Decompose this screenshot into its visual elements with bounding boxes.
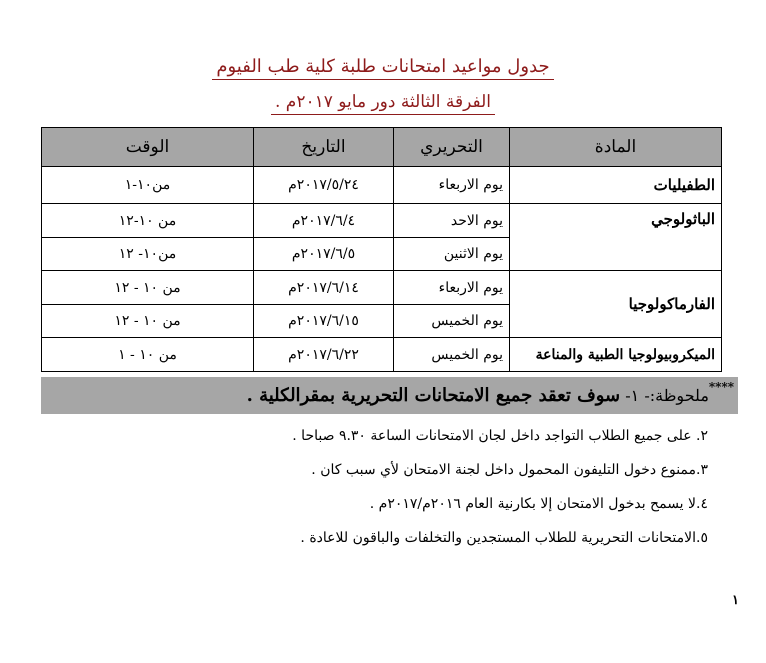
time-cell: من ١٠ - ١٢ [42, 304, 254, 338]
page-subtitle-text: الفرقة الثالثة دور مايو ٢٠١٧م . [271, 92, 495, 115]
subject-cell: الميكروبيولوجيا الطبية والمناعة [510, 338, 722, 372]
page-subtitle [0, 92, 766, 112]
table-row [42, 204, 722, 238]
table-row [42, 338, 722, 372]
time-cell: من ١٠ - ١٢ [42, 271, 254, 305]
day-cell: يوم الخميس [394, 338, 510, 372]
day-cell: يوم الاثنين [394, 237, 510, 271]
day-cell: يوم الخميس [394, 304, 510, 338]
date-cell: ٢٠١٧/٦/١٥م [254, 304, 394, 338]
table-row [42, 271, 722, 305]
time-cell: من١٠-١ [42, 167, 254, 204]
day-cell: يوم الاحد [394, 204, 510, 238]
note-item: ٥.الامتحانات التحريرية للطلاب المستجدين والتخلفات والباقون للاعادة . [300, 530, 708, 546]
column-header-date: التاريخ [254, 128, 394, 167]
date-cell: ٢٠١٧/٦/١٤م [254, 271, 394, 305]
time-cell: من ١٠-١٢ [42, 204, 254, 238]
column-header-time: الوقت [42, 128, 254, 167]
day-cell: يوم الاربعاء [394, 167, 510, 204]
table-header-row [42, 128, 722, 167]
subject-cell: الطفيليات [510, 167, 722, 204]
date-cell: ٢٠١٧/٥/٢٤م [254, 167, 394, 204]
note-item: ٤.لا يسمح بدخول الامتحان إلا بكارنية العام ٢٠١٦م/٢٠١٧م . [369, 496, 708, 512]
page-title-text: جدول مواعيد امتحانات طلبة كلية طب الفيوم [212, 56, 553, 80]
note-stars: **** [708, 380, 734, 394]
table-row [42, 167, 722, 204]
date-cell: ٢٠١٧/٦/٤م [254, 204, 394, 238]
subject-cell: الباثولوجي [510, 204, 722, 271]
note-item: ٢. على جميع الطلاب التواجد داخل لجان الامتحانات الساعة ٩.٣٠ صباحا . [292, 428, 708, 444]
day-cell: يوم الاربعاء [394, 271, 510, 305]
note-first: سوف تعقد جميع الامتحانات التحريرية بمقرالكلية . [246, 385, 621, 406]
date-cell: ٢٠١٧/٦/٥م [254, 237, 394, 271]
subject-cell: الفارماكولوجيا [510, 271, 722, 338]
note-banner [41, 377, 738, 414]
date-cell: ٢٠١٧/٦/٢٢م [254, 338, 394, 372]
page-title [0, 56, 766, 77]
column-header-written: التحريري [394, 128, 510, 167]
exam-schedule-table [41, 127, 722, 372]
note-label: ملحوظة:- ١- [620, 386, 709, 405]
column-header-subject: المادة [510, 128, 722, 167]
page-number: ١ [732, 593, 739, 608]
note-item: ٣.ممنوع دخول التليفون المحمول داخل لجنة الامتحان لأي سبب كان . [311, 462, 708, 478]
time-cell: من ١٠ - ١ [42, 338, 254, 372]
time-cell: من١٠- ١٢ [42, 237, 254, 271]
